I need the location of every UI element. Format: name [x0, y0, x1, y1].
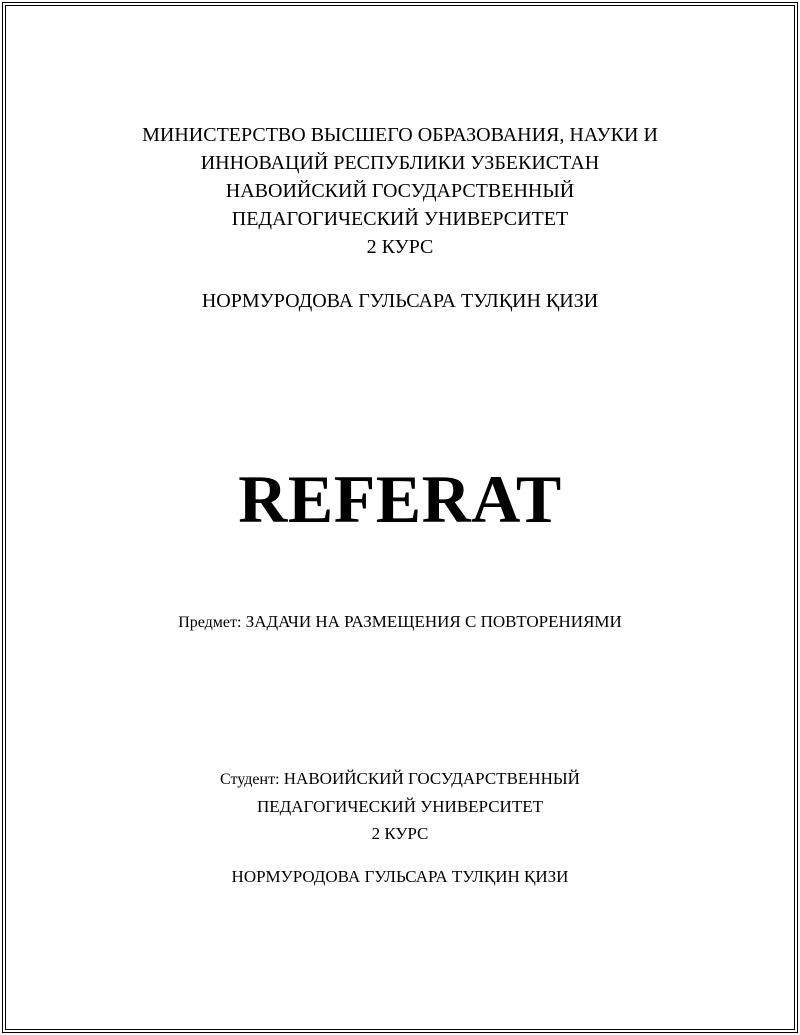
header-line-university-2: ПЕДАГОГИЧЕСКИЙ УНИВЕРСИТЕТ: [231, 208, 569, 230]
student-label: Студент:: [220, 771, 280, 788]
header-line-ministry-2: ИННОВАЦИЙ РЕСПУБЛИКИ УЗБЕКИСТАН: [200, 152, 600, 174]
student-course: 2 КУРС: [371, 824, 429, 843]
document-title: REFERAT: [238, 461, 562, 537]
student-university-1: НАВОИЙСКИЙ ГОСУДАРСТВЕННЫЙ: [283, 769, 580, 788]
header-line-course: 2 КУРС: [366, 236, 434, 258]
author-name-top: НОРМУРОДОВА ГУЛЬСАРА ТУЛҚИН ҚИЗИ: [201, 290, 599, 312]
subject-label: Предмет:: [178, 614, 242, 631]
student-line-1: [0, 765, 800, 793]
subject-value: ЗАДАЧИ НА РАЗМЕЩЕНИЯ С ПОВТОРЕНИЯМИ: [245, 612, 622, 631]
institution-header: [0, 121, 800, 261]
subject-line: [0, 609, 800, 636]
header-line-university-1: НАВОИЙСКИЙ ГОСУДАРСТВЕННЫЙ: [225, 180, 575, 202]
student-block: [0, 765, 800, 847]
author-name-bottom: НОРМУРОДОВА ГУЛЬСАРА ТУЛҚИН ҚИЗИ: [231, 867, 569, 886]
student-university-2: ПЕДАГОГИЧЕСКИЙ УНИВЕРСИТЕТ: [257, 797, 543, 816]
header-line-ministry-1: МИНИСТЕРСТВО ВЫСШЕГО ОБРАЗОВАНИЯ, НАУКИ И: [142, 124, 658, 146]
